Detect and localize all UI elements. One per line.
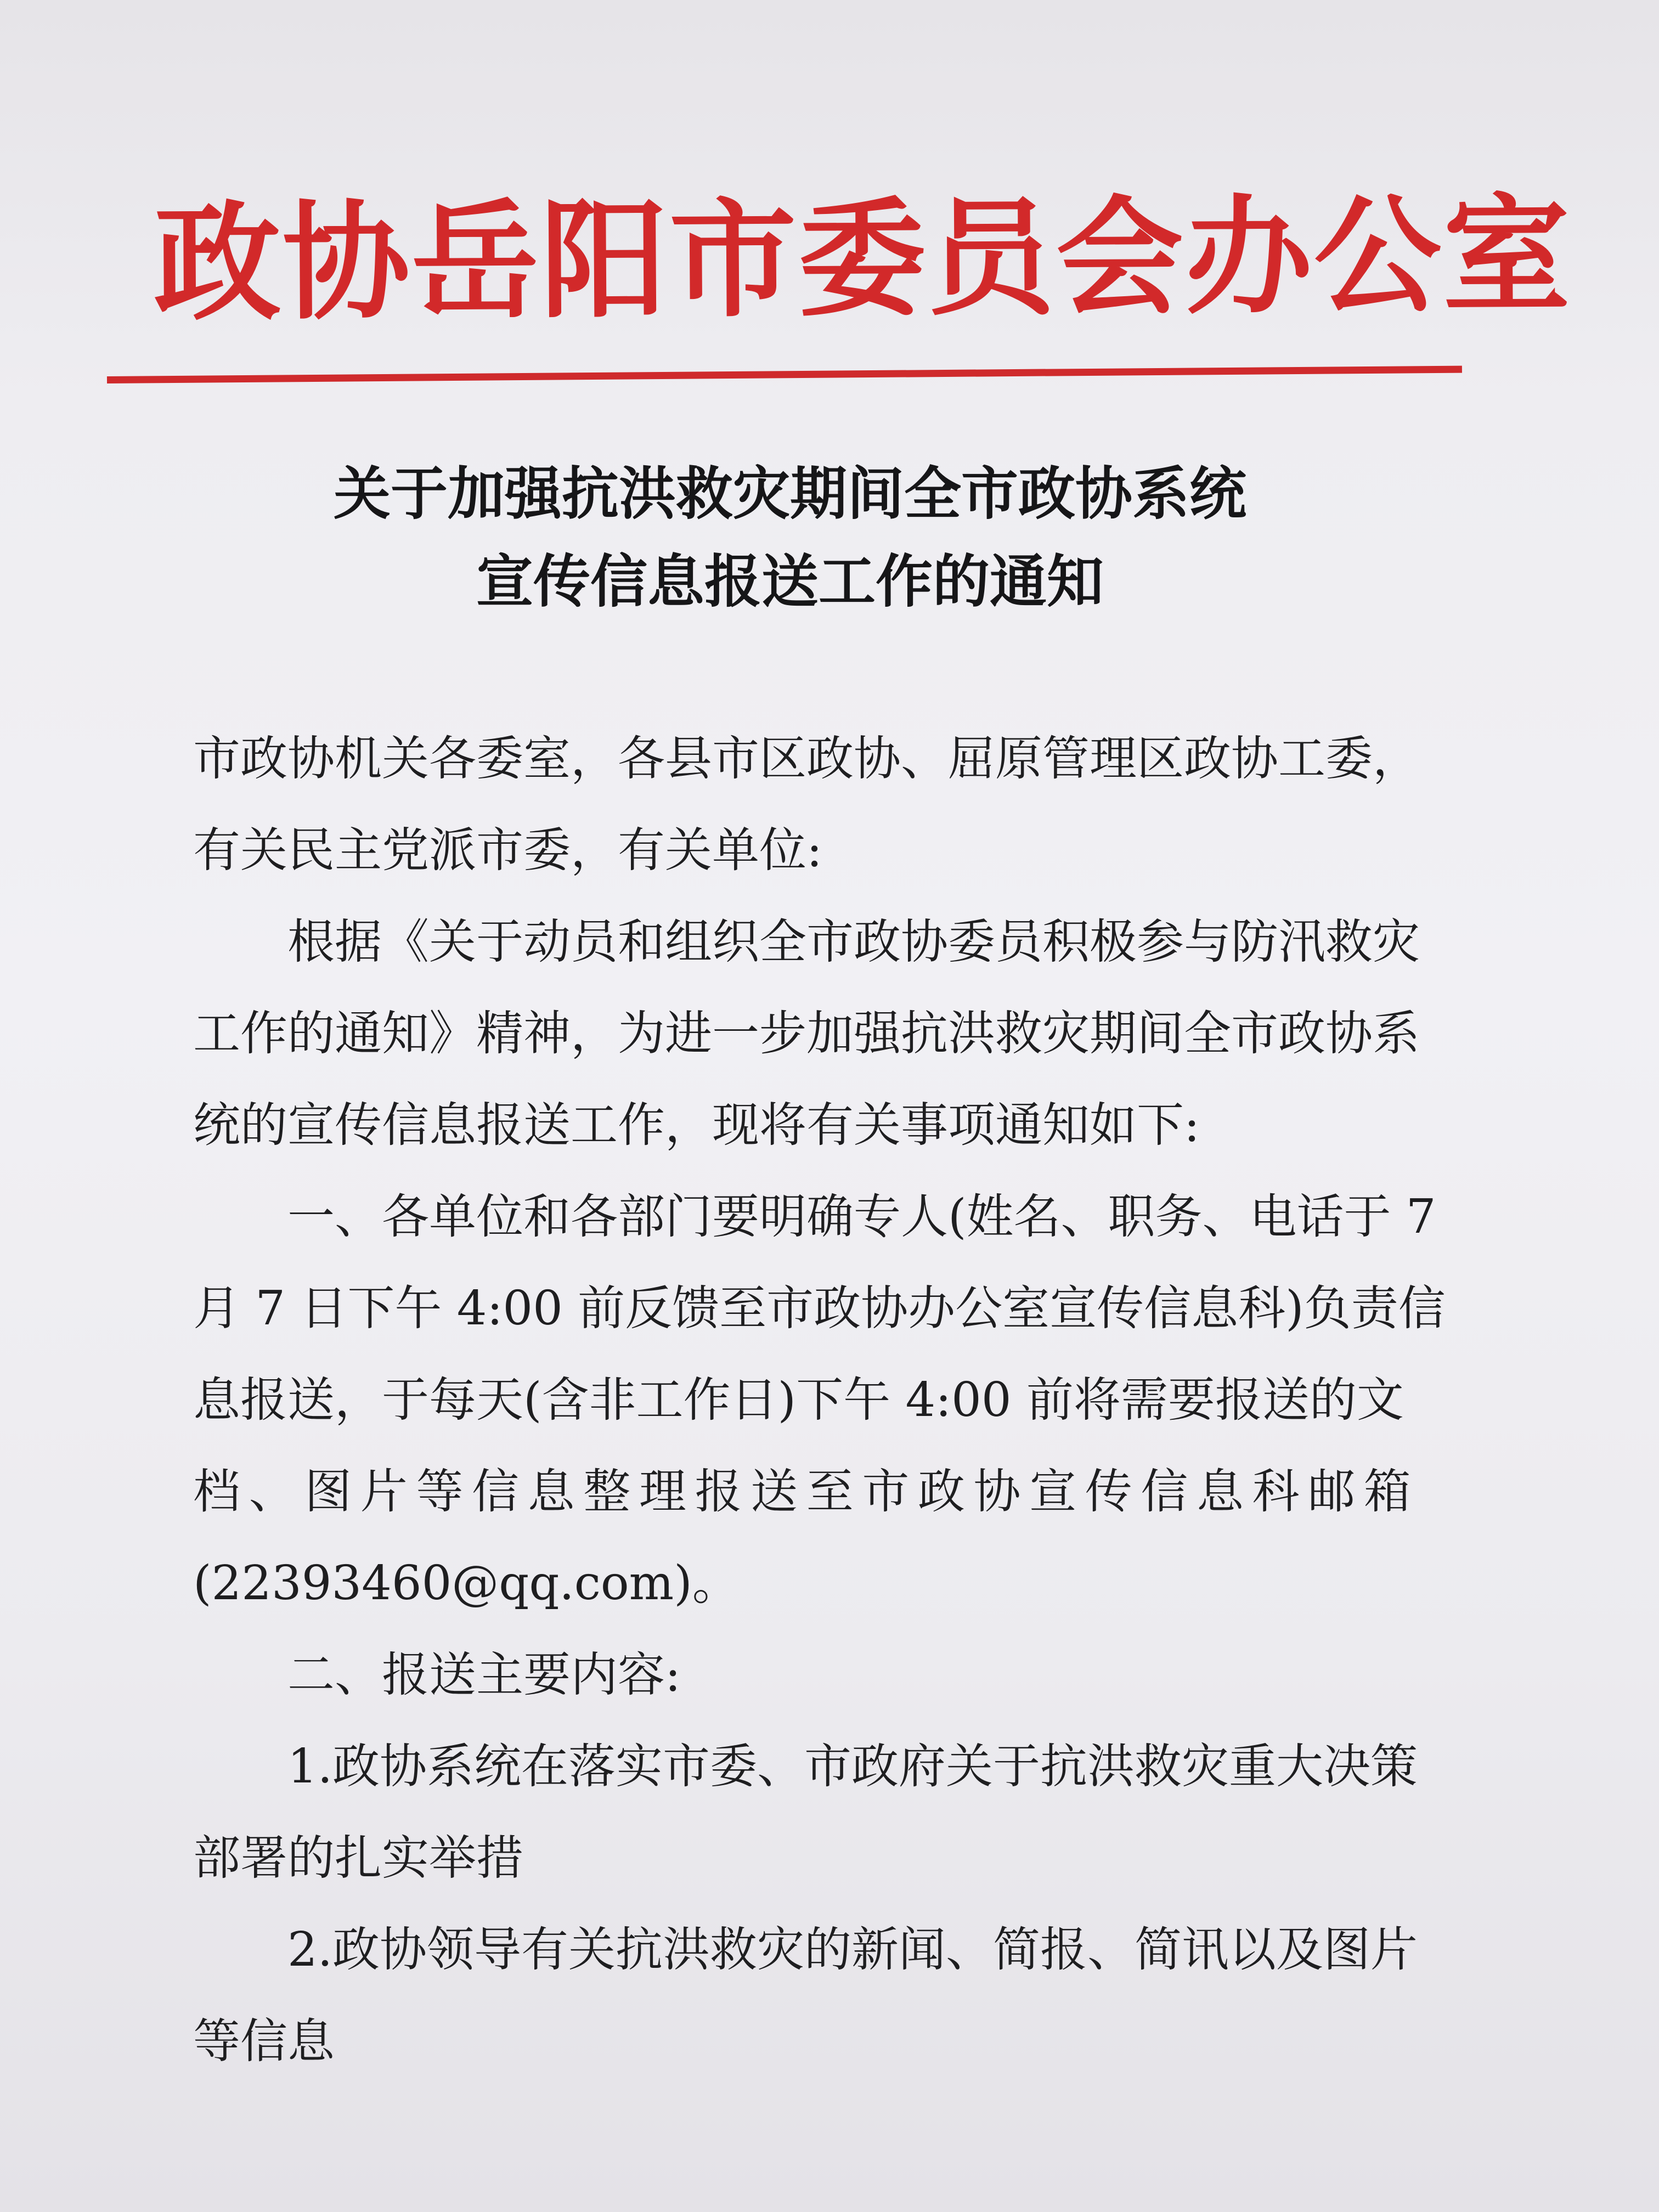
- intro-line-1: 根据《关于动员和组织全市政协委员积极参与防汛救灾: [287, 915, 1420, 969]
- addressee-line-2: 有关民主党派市委，有关单位:: [193, 823, 822, 878]
- item-1-line-2: 月 7 日下午 4:00 前反馈至市政协办公室宣传信息科)负责信: [193, 1281, 1446, 1336]
- letterhead-red-rule: [107, 366, 1462, 383]
- sub-item-2-line-2: 等信息: [193, 2014, 335, 2069]
- document-title: [176, 450, 1404, 625]
- item-1-line-3: 息报送，于每天(含非工作日)下午 4:00 前将需要报送的文: [193, 1373, 1404, 1427]
- letterhead-organization: 政协岳阳市委员会办公室: [153, 179, 1572, 338]
- document-body: [193, 713, 1446, 2087]
- document-title-line-1: 关于加强抗洪救灾期间全市政协系统: [333, 460, 1246, 527]
- item-1-line-1: 一、各单位和各部门要明确专人(姓名、职务、电话于 7: [287, 1189, 1436, 1244]
- sub-item-1-line-1: 1.政协系统在落实市委、市政府关于抗洪救灾重大决策: [287, 1739, 1418, 1794]
- sub-item-2-line-1: 2.政协领导有关抗洪救灾的新闻、简报、简讯以及图片: [287, 1922, 1418, 1977]
- intro-line-3: 统的宣传信息报送工作，现将有关事项通知如下:: [193, 1098, 1200, 1153]
- sub-item-1-line-2: 部署的扎实举措: [193, 1831, 523, 1886]
- intro-line-2: 工作的通知》精神，为进一步加强抗洪救灾期间全市政协系: [193, 1006, 1420, 1061]
- item-2-heading: 二、报送主要内容:: [287, 1647, 681, 1702]
- document-title-line-2: 宣传信息报送工作的通知: [476, 548, 1104, 615]
- item-1-email-line: (22393460@qq.com)。: [193, 1556, 740, 1611]
- addressee-line-1: 市政协机关各委室，各县市区政协、屈原管理区政协工委，: [193, 731, 1420, 786]
- item-1-line-4: 档 、 图 片 等 信 息 整 理 报 送 至 市 政 协 宣 传 信 息 科 邮 箱: [193, 1464, 1411, 1519]
